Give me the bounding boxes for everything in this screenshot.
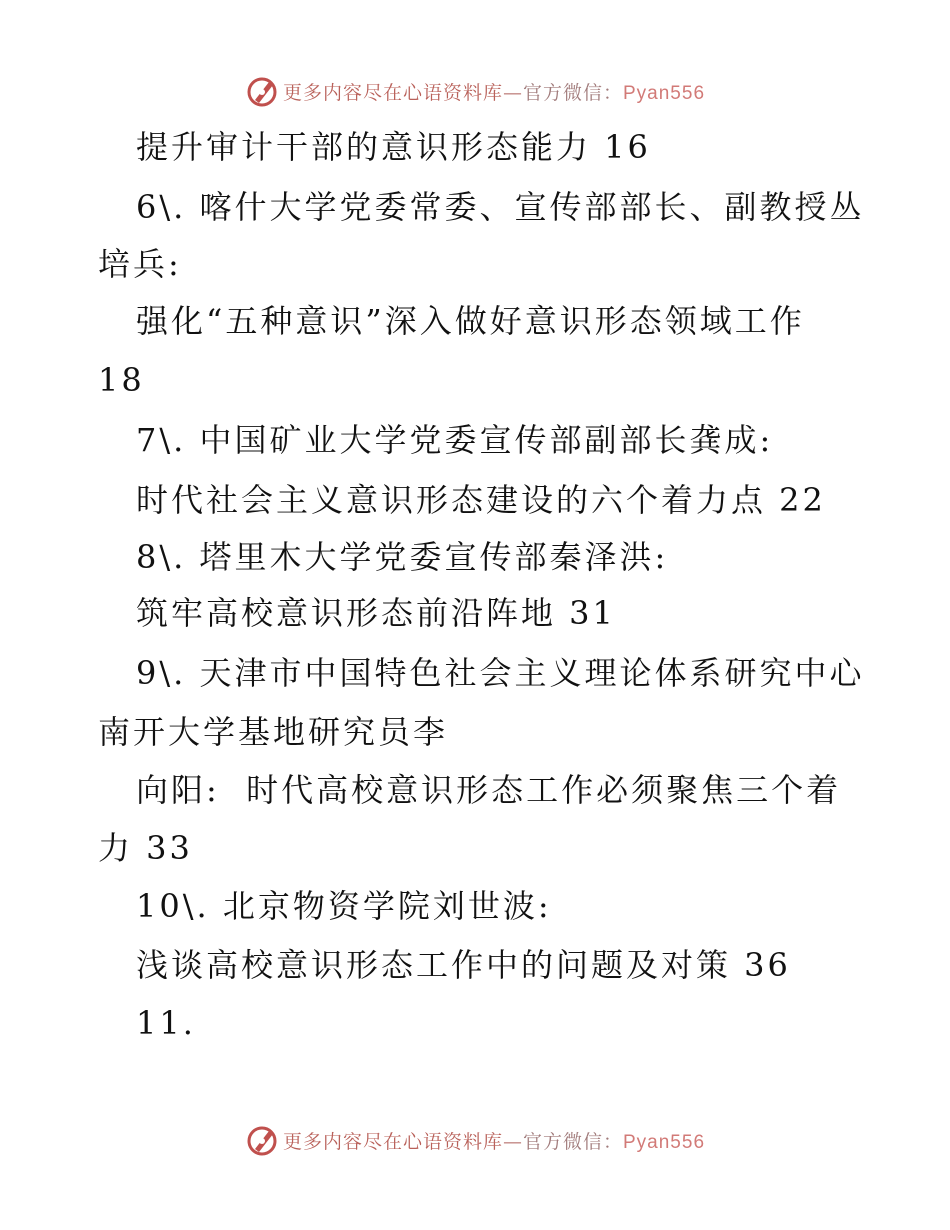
toc-line: 力 33 — [98, 829, 193, 867]
toc-line: 11. — [136, 1004, 196, 1042]
watermark-text: 更多内容尽在心语资料库—官方微信：Pyan556 — [282, 1130, 706, 1153]
toc-line: 培兵: — [98, 245, 182, 283]
toc-line: 8\. 塔里木大学党委宣传部秦泽洪: — [136, 538, 669, 576]
header-watermark — [0, 71, 950, 111]
toc-line: 向阳: 时代高校意识形态工作必须聚焦三个着 — [136, 771, 842, 809]
footer-watermark — [0, 1120, 950, 1160]
pen-logo-icon — [245, 1123, 279, 1157]
toc-line: 9\. 天津市中国特色社会主义理论体系研究中心 — [136, 654, 865, 692]
toc-line: 7\. 中国矿业大学党委宣传部副部长龚成: — [136, 421, 774, 459]
toc-line: 强化“五种意识”深入做好意识形态领域工作 — [136, 302, 805, 340]
toc-line: 南开大学基地研究员李 — [98, 713, 449, 751]
toc-line: 18 — [98, 361, 145, 399]
pen-logo-icon — [245, 74, 279, 108]
toc-line: 提升审计干部的意识形态能力 16 — [136, 128, 651, 166]
watermark-text: 更多内容尽在心语资料库—官方微信：Pyan556 — [282, 81, 706, 104]
toc-line: 浅谈高校意识形态工作中的问题及对策 36 — [136, 946, 791, 984]
toc-line: 筑牢高校意识形态前沿阵地 31 — [136, 594, 616, 632]
toc-line: 时代社会主义意识形态建设的六个着力点 22 — [136, 481, 826, 519]
toc-line: 10\. 北京物资学院刘世波: — [136, 887, 552, 925]
toc-line: 6\. 喀什大学党委常委、宣传部部长、副教授丛 — [136, 188, 865, 226]
